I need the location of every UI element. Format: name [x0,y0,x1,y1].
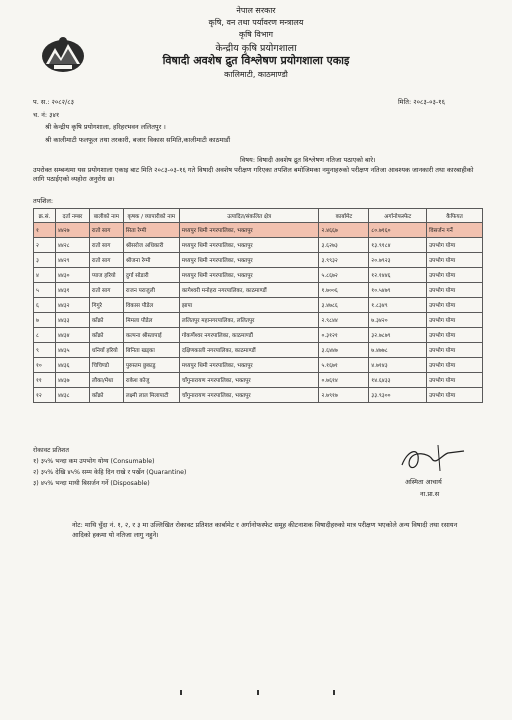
cell-farmer: सिता रेग्मी [123,223,179,238]
table-row [34,358,483,373]
cell-sn: १० [34,358,56,373]
cell-organophosphate: ७.४७७८ [369,343,427,358]
cell-organophosphate: ७.३४२० [369,313,427,328]
cell-sn: ११ [34,373,56,388]
footnote: नोट: माथि चुँदा नं. १, २, र ३ मा उल्लिखित रोकावट प्रतिशत कार्बामेट र अर्गानोफस्फेट समूह कीटनाशक विषादीहरुको मात्र परीक्षण भएकोले अन्य विषादी तथा रसायन आदिको हकमा यो नतिजा लागु नहुने। [72,521,458,539]
cell-organophosphate: २०.७९२३ [369,253,427,268]
letter-chalani-number: च. नं: ३४१ [33,111,60,119]
table-row [34,268,483,283]
cell-area: मध्यपुर थिमी नगरपालिका, भक्तपुर [179,238,319,253]
cell-carbamate: २.४६६७ [319,223,369,238]
cell-organophosphate: १.८३४९ [369,298,427,313]
cell-remarks: उपभोग योग्य [427,388,483,403]
lab-name: केन्द्रीय कृषि प्रयोगशाला [215,43,297,54]
cell-sn: १२ [34,388,56,403]
cell-organophosphate: ३३.९३०० [369,388,427,403]
table-row [34,298,483,313]
table-row [34,328,483,343]
cell-farmer: बिनिता खड्का [123,343,179,358]
cell-area: दक्षिणकाली नगरपालिका, काठमाण्डौं [179,343,319,358]
cell-reg-no: ४४३० [55,268,89,283]
cell-sn: ५ [34,283,56,298]
cell-crop: रातो साग [89,238,123,253]
cell-remarks: विसर्जन गर्ने [427,223,483,238]
cell-crop: काँक्रो [89,313,123,328]
cell-carbamate: ५.१६७१ [319,358,369,373]
handwritten-signature [398,441,468,477]
cell-organophosphate: ४.७१४३ [369,358,427,373]
cell-area: ललितपुर महानगरपालिका, ललितपुर [179,313,319,328]
scan-mark [257,690,259,695]
header-remarks: कैफियत [427,209,483,223]
recipient-1: श्री केन्द्रीय कृषि प्रयोगशाला, हरिहरभवन ललितपुर । [45,123,166,131]
cell-reg-no: ४४३७ [55,373,89,388]
cell-crop: रातो साग [89,283,123,298]
cell-carbamate: १.७००६ [319,283,369,298]
cell-sn: २ [34,238,56,253]
results-table [33,208,483,403]
legend-quarantine: २) ३५% देखि ४५% सम्म केहि दिन राखे र पर्खेन (Quarantine) [33,469,187,476]
header-carbamate: कार्बामेट [319,209,369,223]
cell-reg-no: ४४२८ [55,238,89,253]
header-sn: क्र.सं. [34,209,56,223]
cell-remarks: उपभोग योग्य [427,373,483,388]
cell-organophosphate: १२.१४४६ [369,268,427,283]
recipient-2: श्री कालीमाटी फलफूल तथा तरकारी, बजार विकास समिति,कालीमाटी काठमाडौं [45,136,231,144]
cell-farmer: पुरुस्तम छुकाडु [123,358,179,373]
cell-carbamate: ५.८६७२ [319,268,369,283]
cell-carbamate: ३.६४४७ [319,343,369,358]
cell-farmer: श्रीजना रेग्मी [123,253,179,268]
cell-organophosphate: १३.९१८४ [369,238,427,253]
cell-carbamate: ३.६२७३ [319,238,369,253]
cell-reg-no: ४४३४ [55,328,89,343]
cell-area: मध्यपुर थिमी नगरपालिका, भक्तपुर [179,253,319,268]
header-reg-no: दर्ता नम्बर [55,209,89,223]
cell-area: मध्यपुर थिमी नगरपालिका, भक्तपुर [179,268,319,283]
cell-reg-no: ४४३२ [55,298,89,313]
table-row [34,373,483,388]
header-area: उत्पादित/संकलित क्षेत्र [179,209,319,223]
cell-area: गोकर्णेश्वर नगरपालिका, काठमाण्डौं [179,328,319,343]
cell-area: मध्यपुर थिमी नगरपालिका, भक्तपुर [179,358,319,373]
cell-sn: ८ [34,328,56,343]
letter-ps: प. स.: २०८२/८३ [33,98,75,106]
cell-carbamate: ३.९९३२ [319,253,369,268]
cell-crop: लौका/मेथा [89,373,123,388]
cell-sn: ७ [34,313,56,328]
cell-remarks: उपभोग योग्य [427,253,483,268]
cell-farmer: लक्ष्मी लाल मिलापाटी [123,388,179,403]
cell-remarks: उपभोग योग्य [427,238,483,253]
cell-sn: १ [34,223,56,238]
cell-crop: रातो साग [89,223,123,238]
cell-crop: काँक्रो [89,328,123,343]
table-row [34,313,483,328]
cell-sn: ६ [34,298,56,313]
cell-remarks: उपभोग योग्य [427,283,483,298]
header-farmer: कृषक / व्यापारीको नाम [123,209,179,223]
department-name: कृषि विभाग [238,30,274,39]
tapasil-label: तपशिल: [33,197,54,205]
cell-remarks: उपभोग योग्य [427,343,483,358]
cell-area: मध्यपुर थिमी नगरपालिका, भक्तपुर [179,223,319,238]
cell-farmer: श्रीसरोज अधिकारी [123,238,179,253]
cell-remarks: उपभोग योग्य [427,268,483,283]
cell-reg-no: ४४३१ [55,283,89,298]
cell-remarks: उपभोग योग्य [427,313,483,328]
cell-reg-no: ४४३५ [55,343,89,358]
header-crop: बालीको नाम [89,209,123,223]
header-organophosphate: अर्गानोफस्फेट [369,209,427,223]
table-row [34,223,483,238]
cell-farmer: विकास पौडेल [123,298,179,313]
signatory-name: अस्मिता आचार्य [405,478,442,486]
cell-organophosphate: ३२.७८७९ [369,328,427,343]
cell-carbamate: ३.४७८६ [319,298,369,313]
table-header-row [34,209,483,223]
cell-remarks: उपभोग योग्य [427,298,483,313]
letter-body: उपरोक्त सम्बन्धमा यस प्रयोगशाला एकाइ बाट मिति २०८३-०३-१६ गते विषादी अवशेष परीक्षण गरिएका तपशिल बमोजिमका नमुनाहरुको परीक्षण नतिजा आवश्यक जानकारी तथा कारबाहीको लागि पठाईएको व्यहोरा अनुरोध छ। [33,166,474,183]
cell-crop: धनियाँ हरियो [89,343,123,358]
cell-farmer: दुर्गा सोडारी [123,268,179,283]
cell-carbamate: २.७९१७ [319,388,369,403]
cell-area: चाँगुनारायण नगरपालिका, भक्तपुर [179,373,319,388]
table-row [34,343,483,358]
legend-title: रोकावट प्रतिशत [33,447,70,454]
cell-remarks: उपभोग योग्य [427,328,483,343]
cell-crop: प्याज हरियो [89,268,123,283]
cell-remarks: उपभोग योग्य [427,358,483,373]
scan-mark [333,690,335,695]
ministry-name: कृषि, वन तथा पर्यावरण मन्त्रालय [208,18,304,27]
cell-organophosphate: ८०.७१६० [369,223,427,238]
cell-crop: गिगुरे [89,298,123,313]
cell-farmer: राजन पराजुली [123,283,179,298]
cell-reg-no: ४४२९ [55,253,89,268]
cell-organophosphate: १४.६४३३ [369,373,427,388]
cell-reg-no: ४४३३ [55,313,89,328]
cell-carbamate: ०.३१२१ [319,328,369,343]
cell-crop: काँक्रो [89,388,123,403]
signatory-title: ना.प्रा.स [420,490,440,498]
cell-sn: ४ [34,268,56,283]
office-address: कालिमाटी, काठमाण्डौ [224,70,288,79]
legend-consumable: १) ३५% भन्दा कम उपभोग योग्य (Consumable) [33,458,155,465]
table-row [34,238,483,253]
cell-carbamate: ०.७६१४ [319,373,369,388]
table-row [34,388,483,403]
cell-crop: चिचिण्डो [89,358,123,373]
cell-reg-no: ४४२७ [55,223,89,238]
scan-mark [180,690,182,695]
cell-carbamate: २.९८४४ [319,313,369,328]
cell-crop: रातो साग [89,253,123,268]
table-row [34,253,483,268]
cell-farmer: राकेश कोजु [123,373,179,388]
cell-farmer: कल्पना श्रीस्तापाई [123,328,179,343]
cell-reg-no: ४४३८ [55,388,89,403]
letter-date: मिति: २०८३-०३-१६ [398,98,445,106]
cell-sn: ९ [34,343,56,358]
cell-farmer: मिमला पौडेल [123,313,179,328]
cell-organophosphate: १०.५४७९ [369,283,427,298]
table-row [34,283,483,298]
unit-name: विषादी अवशेष द्रुत विश्लेषण प्रयोगशाला एकाइ [162,54,350,67]
cell-area: कागेश्वरी मनोहरा नगरपालिका, काठमाण्डौं [179,283,319,298]
cell-area: चाँगुनारायण नगरपालिका, भक्तपुर [179,388,319,403]
cell-sn: ३ [34,253,56,268]
govt-name: नेपाल सरकार [236,6,276,15]
cell-reg-no: ४४३६ [55,358,89,373]
legend-disposable: ३) ४५% भन्दा माथी बिसर्जन गर्ने (Disposable) [33,480,150,487]
cell-area: झापा [179,298,319,313]
letter-subject: विषय: विषादी अवशेष द्रुत विश्लेषण नतिजा पठाएको बारे। [240,156,376,164]
